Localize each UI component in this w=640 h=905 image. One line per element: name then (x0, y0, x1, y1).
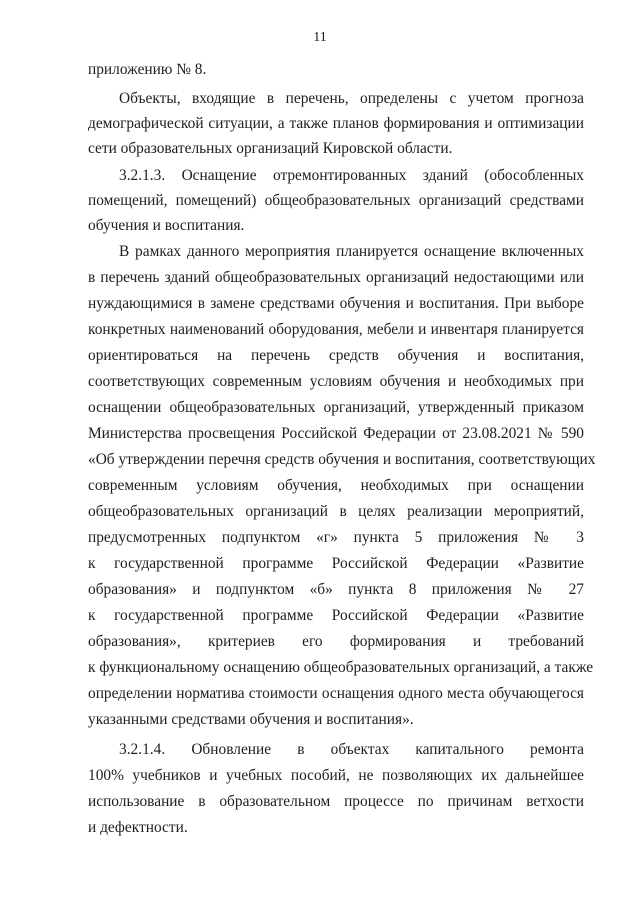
body-line: Министерства просвещения Российской Федерации от 23.08.2021 № 590 (88, 425, 584, 442)
body-line: указанными средствами обучения и воспитания». (88, 711, 414, 728)
body-line: соответствующих современным условиям обучения и необходимых при (88, 373, 584, 390)
page-number: 11 (313, 30, 327, 45)
body-line: предусмотренных подпунктом «г» пункта 5 приложения № 3 (88, 529, 584, 546)
body-line: В рамках данного мероприятия планируется оснащение включенных (119, 243, 584, 260)
body-line: образования» и подпунктом «б» пункта 8 приложения № 27 (88, 581, 584, 598)
body-line: конкретных наименований оборудования, мебели и инвентаря планируется (88, 321, 584, 338)
body-line: «Об утверждении перечня средств обучения и воспитания, соответствующих (88, 451, 596, 468)
body-line: использование в образовательном процессе по причинам ветхости (88, 793, 584, 810)
body-line: ориентироваться на перечень средств обучения и воспитания, (88, 347, 584, 364)
body-line: в перечень зданий общеобразовательных организаций недостающими или (88, 269, 584, 286)
body-line: к функциональному оснащению общеобразовательных организаций, а также (88, 659, 594, 676)
body-line: к государственной программе Российской Федерации «Развитие (88, 607, 584, 624)
body-line: к государственной программе Российской Федерации «Развитие (88, 555, 584, 572)
body-line: обучения и воспитания. (88, 217, 245, 234)
body-line: 3.2.1.4. Обновление в объектах капитального ремонта (119, 741, 584, 758)
body-line: образования», критериев его формирования и требований (88, 633, 584, 650)
body-line: и дефектности. (88, 819, 188, 836)
body-line: нуждающимися в замене средствами обучения и воспитания. При выборе (88, 295, 584, 312)
body-line: приложению № 8. (88, 61, 207, 78)
body-line: 3.2.1.3. Оснащение отремонтированных зданий (обособленных (119, 167, 584, 184)
body-line: демографической ситуации, а также планов формирования и оптимизации (88, 115, 584, 132)
body-line: сети образовательных организаций Кировской области. (88, 140, 453, 157)
body-line: Объекты, входящие в перечень, определены с учетом прогноза (119, 90, 584, 107)
body-line: оснащении общеобразовательных организаций, утвержденный приказом (88, 399, 584, 416)
body-line: определении норматива стоимости оснащения одного места обучающегося (88, 685, 584, 702)
body-line: 100% учебников и учебных пособий, не позволяющих их дальнейшее (88, 767, 584, 784)
body-line: общеобразовательных организаций в целях реализации мероприятий, (88, 503, 584, 520)
body-line: современным условиям обучения, необходимых при оснащении (88, 477, 584, 494)
body-line: помещений, помещений) общеобразовательных организаций средствами (88, 192, 584, 209)
